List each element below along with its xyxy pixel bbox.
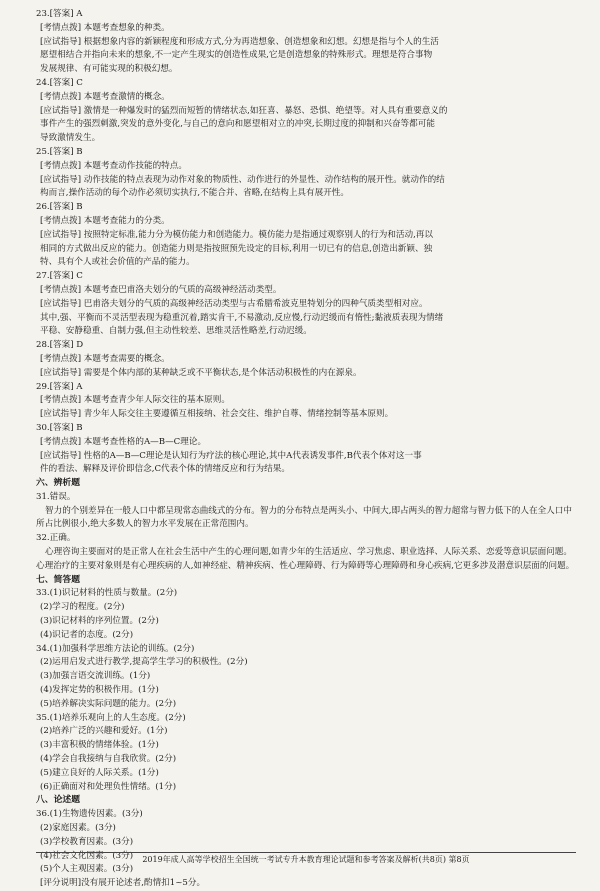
short-answer-line: 33.(1)识记材料的性质与数量。(2分) <box>36 588 178 599</box>
essay-answer-line: (2)家庭因素。(3分) <box>40 823 116 834</box>
short-answer-list <box>36 587 576 794</box>
section-heading-short-answer: 七、简答题 <box>36 574 80 585</box>
essay-answer-line: (3)学校教育因素。(3分) <box>40 836 134 847</box>
answer-line: 其中,强、平衡而不灵活型表现为稳重沉着,踏实肯干,不易激动,反应慢,行动迟缓而有惰性;黏液质表现为情绪 <box>40 312 444 323</box>
answer-line: [应试指导] 青少年人际交往主要遵循互相接纳、社会交往、维护自尊、情绪控制等基本原则。 <box>40 409 394 420</box>
short-answer-line: (3)加强言语交流训练。(1分) <box>40 671 151 682</box>
answer-line: [应试指导] 根据想象内容的新颖程度和形成方式,分为再造想象、创造想象和幻想。幻想是指与个人的生活 <box>40 36 439 47</box>
answer-line: 件的看法、解释及评价即信念,C代表个体的情绪反应和行为结果。 <box>40 464 290 475</box>
answer-line: 特、具有个人或社会价值的产品的能力。 <box>40 257 195 268</box>
answer-line: [应试指导] 需要是个体内部的某种缺乏或不平衡状态,是个体活动积极性的内在源泉。 <box>40 367 362 378</box>
page-footer: 2019年成人高等学校招生全国统一考试专升本教育理论试题和参考答案及解析(共8页) 第8页 <box>36 852 576 867</box>
answer-line: [考情点拨] 本题考查性格的A—B—C理论。 <box>40 436 207 447</box>
answer-line: 24.[答案] C <box>36 77 83 88</box>
q31-body: 智力的个别差异在一般人口中都呈现常态曲线式的分布。智力的分布特点是两头小、中间大,即占两头的智力超常与智力低下的人在全人口中所占比例很小,绝大多数人的智力水平发展在正常范围内。 <box>36 505 572 530</box>
answer-line: 平稳、安静稳重、自制力强,但主动性较差、思维灵活性略差,行动迟缓。 <box>40 326 312 337</box>
short-answer-line: (2)运用启发式进行教学,提高学生学习的积极性。(2分) <box>40 657 248 668</box>
answer-line: [应试指导] 激情是一种爆发时的猛烈而短暂的情绪状态,如狂喜、暴怒、恐惧、绝望等。对人具有重要意义的 <box>40 105 448 116</box>
short-answer-line: (4)发挥定势的积极作用。(1分) <box>40 685 159 696</box>
answer-line: [考情点拨] 本题考查动作技能的特点。 <box>40 160 187 171</box>
answer-line: [考情点拨] 本题考查需要的概念。 <box>40 353 170 364</box>
short-answer-line: (4)识记者的态度。(2分) <box>40 629 134 640</box>
answer-line: 导致激情发生。 <box>40 133 101 144</box>
short-answer-line: 35.(1)培养乐观向上的人生态度。(2分) <box>36 712 186 723</box>
answer-line: [考情点拨] 本题考查能力的分类。 <box>40 215 170 226</box>
essay-answer-list <box>36 808 576 891</box>
answer-line: [应试指导] 按照特定标准,能力分为模仿能力和创造能力。模仿能力是指通过观察别人的行为和活动,再以 <box>40 229 434 240</box>
multiple-choice-answers <box>36 8 576 477</box>
answer-line: [考情点拨] 本题考查青少年人际交往的基本原则。 <box>40 395 230 406</box>
answer-line: [应试指导] 动作技能的特点表现为动作对象的物质性、动作进行的外显性、动作结构的展开性。就动作的结 <box>40 174 445 185</box>
answer-line: [考情点拨] 本题考查想象的种类。 <box>40 22 170 33</box>
short-answer-line: (6)正确面对和处理负性情绪。(1分) <box>40 781 177 792</box>
answer-line: 25.[答案] B <box>36 146 83 157</box>
short-answer-line: (4)学会自我接纳与自我欣赏。(2分) <box>40 754 177 765</box>
short-answer-line: (5)培养解决实际问题的能力。(2分) <box>40 698 177 709</box>
answer-line: 27.[答案] C <box>36 271 83 282</box>
answer-line: 相同的方式做出反应的能力。创造能力则是指按照预先设定的目标,利用一切已有的信息,创造出新颖、独 <box>40 243 433 254</box>
essay-answer-line: (4)社会文化因素。(3分) <box>40 850 134 861</box>
q31-head: 31.错误。 <box>36 491 76 502</box>
answer-line: [考情点拨] 本题考查巴甫洛夫划分的气质的高级神经活动类型。 <box>40 284 282 295</box>
essay-answer-line: (5)个人主观因素。(3分) <box>40 864 134 875</box>
answer-line: 30.[答案] B <box>36 422 83 433</box>
answer-content <box>36 8 576 891</box>
answer-line: [应试指导] 性格的A—B—C理论是认知行为疗法的核心理论,其中A代表诱发事件,B代表个体对这一事 <box>40 450 422 461</box>
answer-line: [考情点拨] 本题考查激情的概念。 <box>40 91 170 102</box>
essay-answer-line: 36.(1)生物遗传因素。(3分) <box>36 809 143 820</box>
answer-line: 28.[答案] D <box>36 340 84 351</box>
answer-line: 23.[答案] A <box>36 9 83 19</box>
q32-head: 32.正确。 <box>36 533 76 544</box>
answer-line: 愿望相结合并指向未来的想象,不一定产生现实的创造性成果,它是创造想象的特殊形式。理想是符合事物 <box>40 50 433 61</box>
q32-body: 心理咨询主要面对的是正常人在社会生活中产生的心理问题,如青少年的生活适应、学习焦虑、职业选择、人际关系、恋爱等意识层面问题。心理治疗的主要对象则是有心理疾病的人,如神经症、精神疾病、性心理障碍、行为障碍等心理障碍和身心疾病,它更多涉及潜意识层面的问题。 <box>36 547 575 571</box>
short-answer-line: (3)丰富积极的情绪体验。(1分) <box>40 740 159 751</box>
answer-line: 事件产生的强烈刺激,突发的意外变化,与自己的意向和愿望相对立的冲突,长期过度的抑制和兴奋等都可能 <box>40 119 435 130</box>
short-answer-line: (2)培养广泛的兴趣和爱好。(1分) <box>40 726 168 737</box>
essay-answer-line: [评分说明]没有展开论述者,酌情扣1~5分。 <box>40 878 206 889</box>
section-heading-analysis: 六、辨析题 <box>36 478 80 489</box>
short-answer-line: (5)建立良好的人际关系。(1分) <box>40 767 159 778</box>
answer-line: 26.[答案] B <box>36 202 83 213</box>
short-answer-line: (3)识记材料的序列位置。(2分) <box>40 616 159 627</box>
answer-line: 29.[答案] A <box>36 381 83 392</box>
answer-line: 发展规律、有可能实现的积极幻想。 <box>40 64 178 75</box>
answer-line: [应试指导] 巴甫洛夫划分的气质的高级神经活动类型与古希腊希波克里特划分的四种气质类型相对应。 <box>40 298 428 309</box>
short-answer-line: 34.(1)加强科学思维方法论的训练。(2分) <box>36 643 195 654</box>
short-answer-line: (2)学习的程度。(2分) <box>40 602 125 613</box>
answer-line: 构而言,操作活动的每个动作必须切实执行,不能合并、省略,在结构上具有展开性。 <box>40 188 349 199</box>
section-heading-essay: 八、论述题 <box>36 795 80 806</box>
